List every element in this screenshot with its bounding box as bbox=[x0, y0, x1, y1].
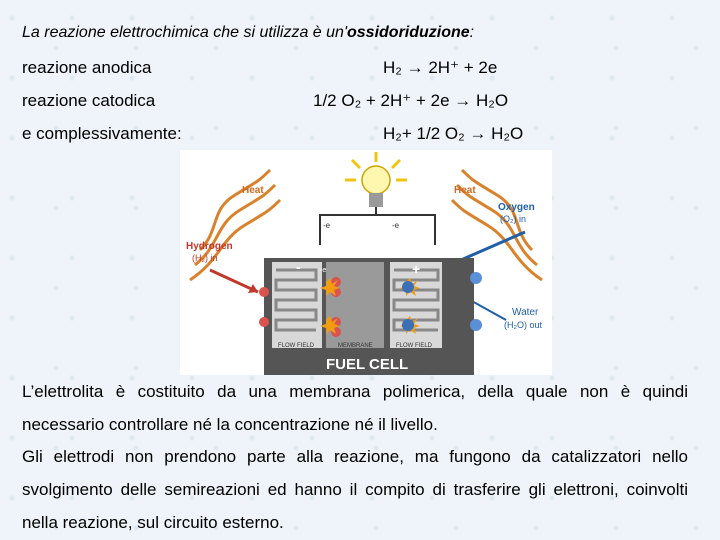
anodic-label: reazione anodica bbox=[22, 58, 152, 77]
fuel-cell-diagram bbox=[180, 150, 552, 375]
flow-field-right-label: FLOW FIELD bbox=[396, 343, 433, 349]
cell-electron-label: -e bbox=[320, 267, 327, 274]
fuel-cell-caption: FUEL CELL bbox=[326, 356, 409, 373]
title-keyword: ossidoriduzione bbox=[347, 24, 470, 41]
anodic-equation: H₂ → 2H⁺ + 2e bbox=[383, 58, 498, 77]
cathodic-label: reazione catodica bbox=[22, 91, 156, 110]
heat-right-label: Heat bbox=[454, 185, 476, 196]
oxygen-in-sub: (O₂) in bbox=[500, 214, 526, 224]
water-out-sub: (H₂O) out bbox=[504, 320, 542, 330]
cathodic-equation: 1/2 O₂ + 2H⁺ + 2e → H₂O bbox=[313, 91, 509, 110]
circuit-electron-left: -e bbox=[323, 221, 331, 230]
water-out-label: Water bbox=[512, 307, 539, 318]
paragraph-line: necessario controllare né la concentrazione né il livello. bbox=[22, 415, 438, 434]
circuit-electron-right: -e bbox=[392, 221, 400, 230]
oxygen-in-label: Oxygen bbox=[498, 202, 535, 213]
paragraph-line: nella reazione, sul circuito esterno. bbox=[22, 513, 284, 532]
heat-left-label: Heat bbox=[242, 185, 264, 196]
hydrogen-in-sub: (H₂) in bbox=[192, 253, 218, 263]
anode-minus-sign: - bbox=[296, 259, 301, 275]
overall-label: e complessivamente: bbox=[22, 124, 182, 143]
hydrogen-in-label: Hydrogen bbox=[186, 241, 233, 252]
page-title: La reazione elettrochimica che si utilizza è un'ossidoriduzione: bbox=[22, 24, 475, 41]
flow-field-left-label: FLOW FIELD bbox=[278, 343, 315, 349]
paragraph-line: L’elettrolita è costituito da una membrana polimerica, della quale non è quindi bbox=[22, 382, 688, 401]
paragraph-electrodes bbox=[22, 440, 688, 539]
paragraph-electrolyte bbox=[22, 375, 688, 441]
paragraph-line: svolgimento delle semireazioni ed hanno il compito di trasferire gli elettroni, coinvolti bbox=[22, 480, 688, 499]
cathode-plus-sign: + bbox=[412, 261, 421, 277]
paragraph-line: Gli elettrodi non prendono parte alla reazione, ma fungono da catalizzatori nello bbox=[22, 447, 688, 466]
overall-equation: H₂+ 1/2 O₂ → H₂O bbox=[383, 124, 524, 143]
membrane-label: MEMBRANE bbox=[338, 343, 373, 349]
